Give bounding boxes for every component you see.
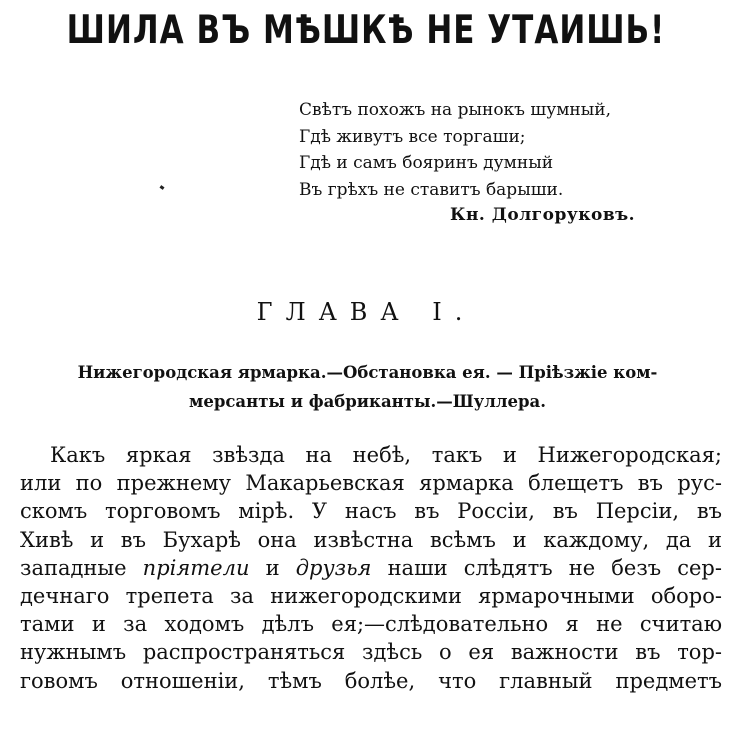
epigraph-line: Свѣтъ похожъ на рынокъ шумный, bbox=[299, 100, 612, 120]
summary-line: Нижегородская ярмарка.—Обстановка ея. — Пріѣзжіе ком- bbox=[77, 363, 658, 382]
epigraph bbox=[299, 97, 729, 203]
chapter-summary bbox=[20, 358, 715, 416]
body-line: скомъ торговомъ мірѣ. У насъ въ Россіи, въ Персіи, въ bbox=[20, 499, 722, 524]
body-line: Какъ яркая звѣзда на небѣ, такъ и Нижегородская; bbox=[50, 443, 722, 467]
chapter-heading: ГЛАВА I. bbox=[256, 298, 476, 326]
body-text bbox=[20, 441, 722, 695]
summary-line: мерсанты и фабриканты.—Шуллера. bbox=[189, 392, 546, 411]
body-line: тами и за ходомъ дѣлъ ея;—слѣдовательно я не считаю bbox=[20, 612, 722, 637]
epigraph-line: Въ грѣхъ не ставитъ барыши. bbox=[299, 179, 564, 200]
body-line bbox=[20, 554, 722, 582]
body-text-run: и bbox=[265, 555, 280, 580]
body-text-run: наши слѣдятъ не безъ сер- bbox=[387, 555, 722, 580]
body-text-run: западные bbox=[20, 555, 127, 580]
page-title: ШИЛА ВЪ МѢШКѢ НЕ УТАИШЬ! bbox=[66, 8, 666, 53]
body-italic-word: пріятели bbox=[142, 555, 250, 580]
ink-speck bbox=[160, 185, 165, 190]
epigraph-line: Гдѣ и самъ бояринъ думный bbox=[299, 153, 554, 173]
epigraph-author: Кн. Долгоруковъ. bbox=[450, 205, 636, 225]
body-line: дечнаго трепета за нижегородскими ярмарочными оборо- bbox=[20, 584, 722, 609]
body-line: Хивѣ и въ Бухарѣ она извѣстна всѣмъ и каждому, да и bbox=[20, 527, 722, 552]
body-line: говомъ отношеніи, тѣмъ болѣе, что главный предметъ bbox=[20, 668, 722, 693]
body-line: или по прежнему Макарьевская ярмарка блещетъ въ рус- bbox=[20, 471, 722, 496]
body-italic-word: друзья bbox=[295, 555, 372, 580]
epigraph-line: Гдѣ живутъ все торгаши; bbox=[299, 126, 526, 147]
body-line: нужнымъ распространяться здѣсь о ея важности въ тор- bbox=[20, 640, 722, 665]
